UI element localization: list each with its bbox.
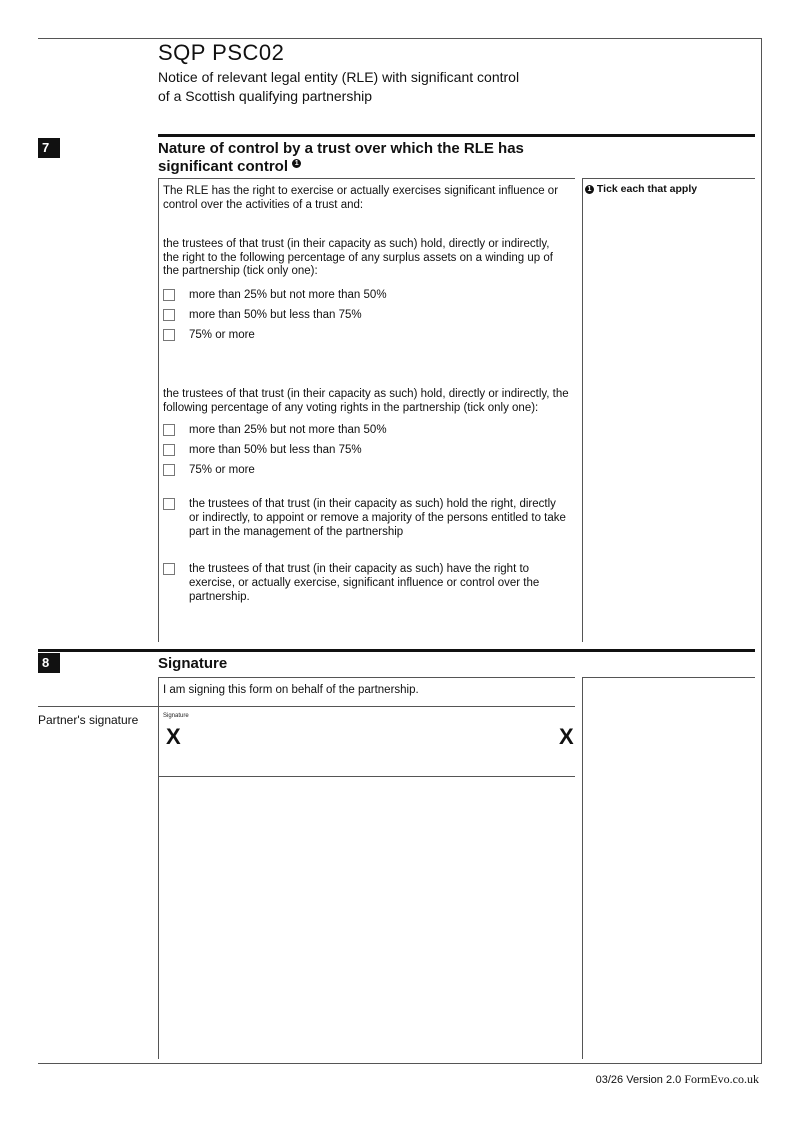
section7-box-right	[582, 178, 583, 642]
surplus-option-3-label: 75% or more	[189, 329, 255, 341]
voting-option-3[interactable]	[163, 463, 569, 477]
voting-checkbox-1[interactable]	[163, 424, 175, 436]
side-note-text: Tick each that apply	[596, 183, 698, 195]
section7-box-left	[158, 178, 159, 642]
section7-number: 7	[38, 138, 60, 158]
influence-option-label: the trustees of that trust (in their capacity as such) have the right to exercise, or actually exercise, significant influence or control over the partnership.	[189, 563, 540, 603]
form-subtitle-line2: of a Scottish qualifying partnership	[158, 88, 373, 104]
surplus-checkbox-1[interactable]	[163, 289, 175, 301]
info-icon: 1	[585, 185, 594, 194]
section8-box-right	[582, 677, 583, 1059]
form-code: SQP PSC02	[158, 40, 285, 65]
partner-signature-label: Partner's signature	[38, 713, 139, 727]
footer	[596, 1072, 759, 1087]
signing-statement: I am signing this form on behalf of the partnership.	[163, 684, 419, 696]
info-icon: 1	[292, 159, 301, 168]
right-border	[761, 38, 762, 1064]
influence-option[interactable]	[163, 562, 569, 604]
bottom-border	[38, 1063, 762, 1064]
surplus-intro: the trustees of that trust (in their capacity as such) hold, directly or indirectly, the right to the following percentage of any surplus assets on a winding up of the partnership (tick only one):	[163, 238, 553, 277]
voting-checkbox-3[interactable]	[163, 464, 175, 476]
surplus-option-3[interactable]	[163, 328, 569, 342]
signature-field[interactable]	[160, 708, 574, 776]
section8-box-top	[158, 677, 575, 678]
section8-rule	[38, 649, 755, 652]
section8-number: 8	[38, 653, 60, 673]
section7-box-top	[158, 178, 575, 179]
signature-label: Signature	[163, 713, 189, 719]
form-subtitle-line1: Notice of relevant legal entity (RLE) with significant control	[158, 69, 520, 85]
section7-rule	[158, 134, 755, 137]
surplus-option-2-label: more than 50% but less than 75%	[189, 309, 362, 321]
surplus-option-2[interactable]	[163, 308, 569, 322]
voting-option-1-label: more than 25% but not more than 50%	[189, 424, 387, 436]
voting-option-2[interactable]	[163, 443, 569, 457]
signature-x-right: X	[559, 724, 574, 749]
influence-checkbox[interactable]	[163, 563, 175, 575]
section7-title-line2: significant control	[158, 158, 289, 175]
signature-box-bottom	[158, 776, 575, 777]
voting-option-3-label: 75% or more	[189, 464, 255, 476]
surplus-option-1[interactable]	[163, 288, 569, 302]
signature-box-top	[38, 706, 575, 707]
appoint-checkbox[interactable]	[163, 498, 175, 510]
voting-option-2-label: more than 50% but less than 75%	[189, 444, 362, 456]
appoint-option-label: the trustees of that trust (in their capacity as such) hold the right, directly or indirectly, to appoint or remove a majority of the persons entitled to take part in the management of the partnership	[189, 498, 566, 538]
section7-intro: The RLE has the right to exercise or actually exercises significant influence or control over the activities of a trust and:	[163, 185, 559, 211]
surplus-option-1-label: more than 25% but not more than 50%	[189, 289, 387, 301]
top-border	[38, 38, 762, 39]
form-subtitle	[158, 68, 578, 106]
section7-title	[158, 140, 524, 176]
side-note	[585, 183, 697, 195]
appoint-option[interactable]	[163, 497, 569, 539]
section8-title: Signature	[158, 655, 228, 672]
side-note-top	[582, 178, 755, 179]
section8-side-top	[582, 677, 755, 678]
footer-version: 03/26 Version 2.0	[595, 1074, 682, 1086]
signature-x-left: X	[166, 724, 181, 749]
surplus-checkbox-2[interactable]	[163, 309, 175, 321]
surplus-checkbox-3[interactable]	[163, 329, 175, 341]
voting-option-1[interactable]	[163, 423, 569, 437]
footer-brand: FormEvo.co.uk	[684, 1072, 759, 1086]
section8-box-left	[158, 677, 159, 1059]
section7-title-line1: Nature of control by a trust over which the RLE has	[158, 140, 524, 157]
voting-checkbox-2[interactable]	[163, 444, 175, 456]
voting-intro: the trustees of that trust (in their capacity as such) hold, directly or indirectly, the following percentage of any voting rights in the partnership (tick only one):	[163, 388, 569, 414]
